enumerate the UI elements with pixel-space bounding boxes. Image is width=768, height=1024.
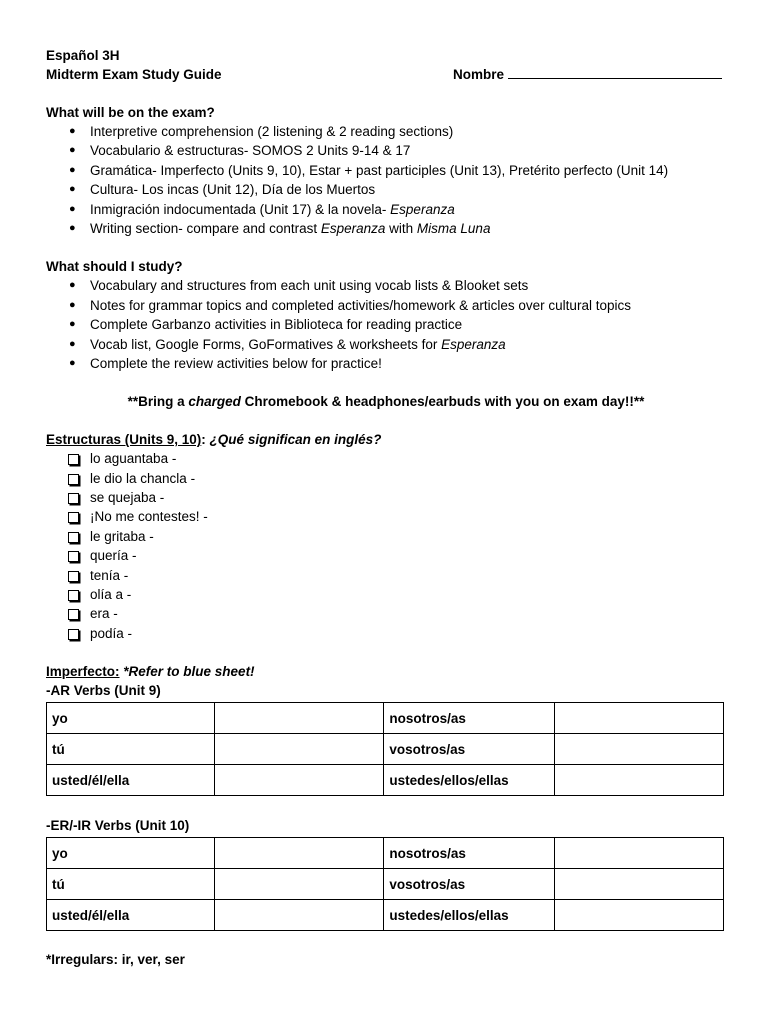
- answer-cell[interactable]: [554, 765, 723, 796]
- answer-cell[interactable]: [215, 765, 384, 796]
- list-item: ● Notes for grammar topics and completed activities/homework & articles over cultural topics: [46, 296, 726, 315]
- name-field[interactable]: [453, 65, 722, 84]
- bullet-icon: ●: [69, 221, 76, 234]
- pronoun-cell: ustedes/ellos/ellas: [384, 765, 554, 796]
- exam-section-heading: What will be on the exam?: [46, 105, 215, 120]
- checkbox-icon[interactable]: [68, 571, 79, 582]
- exam-topics-list: [46, 122, 726, 238]
- ar-verbs-heading: -AR Verbs (Unit 9): [46, 683, 161, 699]
- pronoun-cell: tú: [47, 869, 215, 900]
- answer-cell[interactable]: [215, 734, 384, 765]
- er-ir-verbs-heading: -ER/-IR Verbs (Unit 10): [46, 818, 190, 834]
- checkbox-icon[interactable]: [68, 474, 79, 485]
- answer-cell[interactable]: [215, 869, 384, 900]
- pronoun-cell: yo: [47, 838, 215, 869]
- estructuras-heading: Estructuras (Units 9, 10): ¿Qué significan en inglés?: [46, 432, 382, 448]
- list-item: ● Vocab list, Google Forms, GoFormatives & worksheets for Esperanza: [46, 335, 726, 354]
- bullet-icon: ●: [69, 125, 76, 137]
- checkbox-icon[interactable]: [68, 629, 79, 640]
- list-item: ● Writing section- compare and contrast Esperanza with Misma Luna: [46, 219, 726, 238]
- pronoun-cell: tú: [47, 734, 215, 765]
- bullet-icon: ●: [69, 318, 76, 331]
- bullet-icon: ●: [69, 298, 76, 311]
- checklist-item[interactable]: era -: [46, 604, 726, 623]
- ar-conjugation-table: [46, 702, 724, 796]
- checklist-item[interactable]: lo aguantaba -: [46, 449, 726, 468]
- pronoun-cell: yo: [47, 703, 215, 734]
- course-title: Español 3H: [46, 48, 120, 63]
- answer-cell[interactable]: [554, 703, 723, 734]
- checklist-item[interactable]: podía -: [46, 624, 726, 643]
- imperfecto-heading: Imperfecto: *Refer to blue sheet!: [46, 664, 255, 680]
- table-row: [47, 838, 724, 869]
- bullet-icon: ●: [69, 163, 76, 176]
- checklist-item[interactable]: quería -: [46, 546, 726, 565]
- answer-cell[interactable]: [554, 869, 723, 900]
- checkbox-icon[interactable]: [68, 512, 79, 523]
- list-item: ● Vocabulary and structures from each unit using vocab lists & Blooket sets: [46, 276, 726, 295]
- study-section-heading: What should I study?: [46, 259, 183, 275]
- table-row: [47, 869, 724, 900]
- checklist-item[interactable]: ¡No me contestes! -: [46, 507, 726, 526]
- list-item: ● Complete the review activities below for practice!: [46, 354, 726, 373]
- study-topics-list: [46, 276, 726, 373]
- answer-cell[interactable]: [554, 900, 723, 931]
- bullet-icon: ●: [69, 144, 76, 157]
- bullet-icon: ●: [69, 279, 76, 292]
- reminder-note: **Bring a charged Chromebook & headphones/earbuds with you on exam day!!**: [127, 394, 645, 410]
- list-item: ● Inmigración indocumentada (Unit 17) & la novela- Esperanza: [46, 200, 726, 219]
- table-row: [47, 703, 724, 734]
- table-row: [47, 734, 724, 765]
- list-item: ● Interpretive comprehension (2 listening & 2 reading sections): [46, 122, 726, 141]
- list-item: ● Complete Garbanzo activities in Biblioteca for reading practice: [46, 315, 726, 334]
- document-title: Midterm Exam Study Guide: [46, 67, 222, 82]
- estructuras-checklist: [46, 449, 726, 643]
- pronoun-cell: nosotros/as: [384, 838, 554, 869]
- list-item: ● Cultura- Los incas (Unit 12), Día de los Muertos: [46, 180, 726, 199]
- answer-cell[interactable]: [215, 900, 384, 931]
- answer-cell[interactable]: [215, 703, 384, 734]
- bullet-icon: ●: [69, 356, 76, 369]
- checklist-item[interactable]: le gritaba -: [46, 527, 726, 546]
- list-item: ● Vocabulario & estructuras- SOMOS 2 Units 9-14 & 17: [46, 141, 726, 160]
- name-blank-line[interactable]: [508, 65, 722, 79]
- pronoun-cell: ustedes/ellos/ellas: [384, 900, 554, 931]
- checkbox-icon[interactable]: [68, 493, 79, 504]
- checkbox-icon[interactable]: [68, 551, 79, 562]
- pronoun-cell: vosotros/as: [384, 734, 554, 765]
- list-item: ● Gramática- Imperfecto (Units 9, 10), Estar + past participles (Unit 13), Pretérito perfecto (Unit 14): [46, 161, 726, 180]
- study-guide-page: [46, 46, 726, 969]
- irregulars-note: *Irregulars: ir, ver, ser: [46, 952, 185, 968]
- checklist-item[interactable]: tenía -: [46, 566, 726, 585]
- checkbox-icon[interactable]: [68, 609, 79, 620]
- bullet-icon: ●: [69, 183, 76, 196]
- checkbox-icon[interactable]: [68, 590, 79, 601]
- pronoun-cell: usted/él/ella: [47, 900, 215, 931]
- bullet-icon: ●: [69, 337, 76, 350]
- table-row: [47, 765, 724, 796]
- checklist-item[interactable]: le dio la chancla -: [46, 469, 726, 488]
- checkbox-icon[interactable]: [68, 454, 79, 465]
- checkbox-icon[interactable]: [68, 532, 79, 543]
- pronoun-cell: usted/él/ella: [47, 765, 215, 796]
- answer-cell[interactable]: [554, 734, 723, 765]
- checklist-item[interactable]: olía a -: [46, 585, 726, 604]
- header-row: [46, 65, 726, 84]
- table-row: [47, 900, 724, 931]
- checklist-item[interactable]: se quejaba -: [46, 488, 726, 507]
- pronoun-cell: vosotros/as: [384, 869, 554, 900]
- pronoun-cell: nosotros/as: [384, 703, 554, 734]
- er-ir-conjugation-table: [46, 837, 724, 931]
- answer-cell[interactable]: [215, 838, 384, 869]
- name-label: Nombre: [452, 67, 504, 82]
- bullet-icon: ●: [69, 202, 76, 215]
- answer-cell[interactable]: [554, 838, 723, 869]
